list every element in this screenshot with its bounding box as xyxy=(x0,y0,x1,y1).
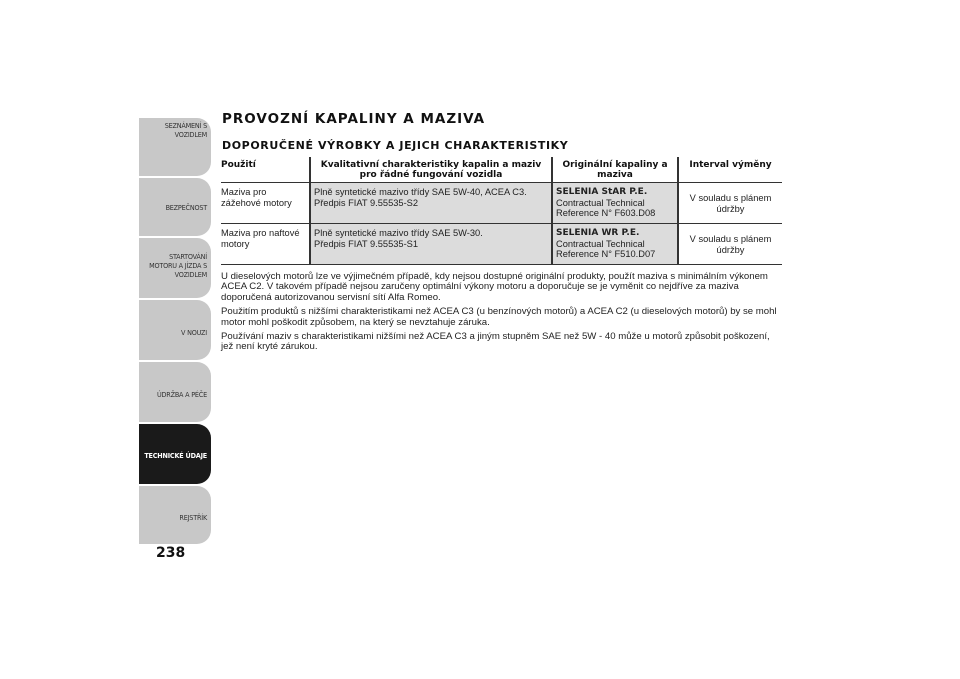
header-original: Originální kapaliny a maziva xyxy=(552,157,678,183)
tab-bezpecnost[interactable] xyxy=(139,178,211,236)
brand-name: SELENIA StAR P.E. xyxy=(556,187,648,197)
note-paragraph: Použitím produktů s nižšími charakteristikami než ACEA C3 (u benzínových motorů) a ACEA C2 (u dieselových motorů) by se mohl motor mohl poškodit způsobem, na který se nevztahuje záruka. xyxy=(221,306,777,328)
spec-line: Plně syntetické mazivo třídy SAE 5W-30. xyxy=(314,228,483,238)
tab-seznameni[interactable] xyxy=(139,118,211,176)
page-number: 238 xyxy=(156,545,186,561)
tab-label: REJSTŘÍK xyxy=(179,513,207,522)
cell-interval: V souladu s plánem údržby xyxy=(678,183,782,224)
cell-use: Maziva pro naftové motory xyxy=(221,228,300,249)
cell-interval: V souladu s plánem údržby xyxy=(678,224,782,265)
header-spec: Kvalitativní charakteristiky kapalin a maziv pro řádné fungování vozidla xyxy=(310,157,552,183)
header-interval: Interval výměny xyxy=(678,157,782,183)
tab-v-nouzi[interactable] xyxy=(139,300,211,360)
cell-spec xyxy=(310,224,552,265)
tab-technicke-udaje[interactable] xyxy=(139,424,211,484)
tab-label: BEZPEČNOST xyxy=(165,203,207,212)
cell-original xyxy=(552,183,678,224)
lubricants-table xyxy=(221,157,782,265)
tab-label: V NOUZI xyxy=(181,328,207,337)
ref-line: Reference N° F510.D07 xyxy=(556,249,656,259)
tab-label: SEZNÁMENÍ S VOZIDLEM xyxy=(164,121,207,139)
ref-line: Contractual Technical xyxy=(556,238,645,249)
spec-line: Předpis FIAT 9.55535-S2 xyxy=(314,197,419,208)
table-row xyxy=(221,183,782,224)
tab-label: STARTOVÁNÍ MOTORU A JÍZDA S VOZIDLEM xyxy=(149,252,207,279)
spec-line: Plně syntetické mazivo třídy SAE 5W-40, ACEA C3. xyxy=(314,187,527,197)
tab-rejstrik[interactable] xyxy=(139,486,211,544)
ref-line: Reference N° F603.D08 xyxy=(556,208,656,218)
cell-use: Maziva pro zážehové motory xyxy=(221,187,292,208)
note-paragraph: Používání maziv s charakteristikami nižšími než ACEA C3 a jiným stupněm SAE než 5W - 40 může u motorů způsobit poškození, jež není kryté zárukou. xyxy=(221,331,770,353)
spec-line: Předpis FIAT 9.55535-S1 xyxy=(314,238,419,249)
page-title: PROVOZNÍ KAPALINY A MAZIVA xyxy=(222,111,486,127)
notes xyxy=(221,272,781,357)
table-row xyxy=(221,224,782,265)
cell-spec xyxy=(310,183,552,224)
section-title: DOPORUČENÉ VÝROBKY A JEJICH CHARAKTERISTIKY xyxy=(222,139,569,152)
note-paragraph: U dieselových motorů lze ve výjimečném případě, kdy nejsou dostupné originální produkty, použít maziva s minimálním výkonem ACEA C2. V takovém případě nejsou zaručeny optimální výkony motoru a doporučuje se je vyměnit co nejdříve za maziva doporučená autorizovanou servisní sítí Alfa Romeo. xyxy=(221,271,768,303)
header-use: Použití xyxy=(221,160,256,170)
table-header-row xyxy=(221,157,782,183)
tab-startovani[interactable] xyxy=(139,238,211,298)
tab-label: ÚDRŽBA A PÉČE xyxy=(156,390,207,399)
tab-label: TECHNICKÉ ÚDAJE xyxy=(144,451,207,460)
ref-line: Contractual Technical xyxy=(556,197,645,208)
cell-original xyxy=(552,224,678,265)
brand-name: SELENIA WR P.E. xyxy=(556,228,640,238)
tab-udrzba[interactable] xyxy=(139,362,211,422)
